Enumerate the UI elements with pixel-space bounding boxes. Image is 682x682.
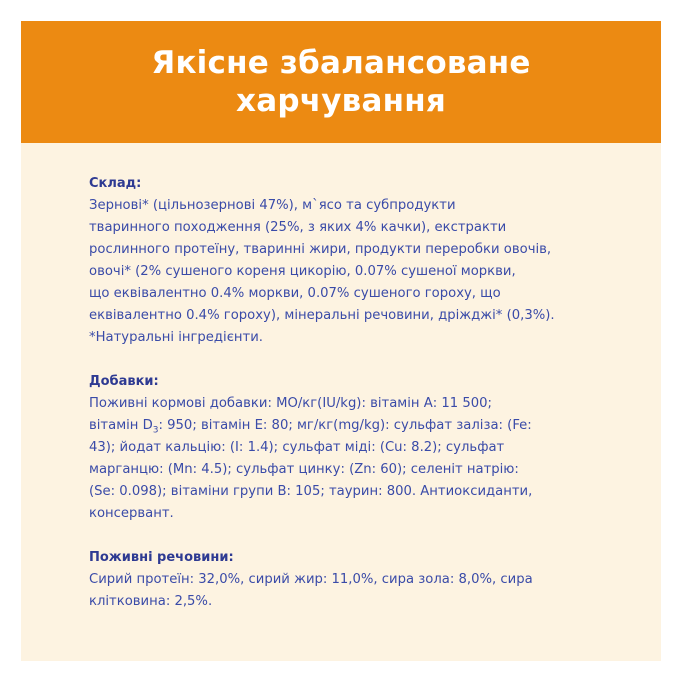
composition-section xyxy=(89,173,629,349)
additives-section xyxy=(89,371,629,525)
additives-text xyxy=(89,393,629,525)
composition-line: *Натуральні інгредієнти. xyxy=(89,330,263,345)
nutrients-heading: Поживні речовини: xyxy=(89,550,234,565)
composition-text xyxy=(89,195,629,349)
title-banner xyxy=(21,21,661,143)
nutrients-section xyxy=(89,547,629,613)
page-title xyxy=(151,44,530,120)
composition-line: рослинного протеїну, тваринні жири, продукти переробки овочів, xyxy=(89,242,552,257)
title-line-2: харчування xyxy=(236,83,446,119)
nutrients-line: Сирий протеїн: 32,0%, сирий жир: 11,0%, сира зола: 8,0%, сира xyxy=(89,572,533,587)
content-area xyxy=(89,173,629,635)
composition-line: овочі* (2% сушеного кореня цикорію, 0.07% сушеної моркви, xyxy=(89,264,516,279)
product-info-card xyxy=(21,21,661,661)
additives-line: Поживні кормові добавки: МО/кг(IU/kg): вітамін А: 11 500; xyxy=(89,396,492,411)
nutrients-text xyxy=(89,569,629,613)
composition-heading: Склад: xyxy=(89,176,142,191)
composition-line: що еквівалентно 0.4% моркви, 0.07% сушеного гороху, що xyxy=(89,286,501,301)
additives-line: консервант. xyxy=(89,506,174,521)
composition-line: тваринного походження (25%, з яких 4% качки), екстракти xyxy=(89,220,507,235)
composition-line: Зернові* (цільнозернові 47%), м`ясо та субпродукти xyxy=(89,198,456,213)
additives-heading: Добавки: xyxy=(89,374,159,389)
additives-line: марганцю: (Mn: 4.5); сульфат цинку: (Zn: 60); селеніт натрію: xyxy=(89,462,519,477)
composition-line: еквівалентно 0.4% гороху), мінеральні речовини, дріжджі* (0,3%). xyxy=(89,308,555,323)
additives-line: вітамін $D_3$: 950; вітамін Е: 80; мг/кг(mg/kg): сульфат заліза: (Fe: xyxy=(89,418,532,436)
nutrients-line: клітковина: 2,5%. xyxy=(89,594,213,609)
title-line-1: Якісне збалансоване xyxy=(151,45,531,81)
additives-line: 43); йодат кальцію: (I: 1.4); сульфат міді: (Cu: 8.2); сульфат xyxy=(89,440,505,455)
additives-line: (Se: 0.098); вітаміни групи В: 105; таурин: 800. Антиоксиданти, xyxy=(89,484,533,499)
